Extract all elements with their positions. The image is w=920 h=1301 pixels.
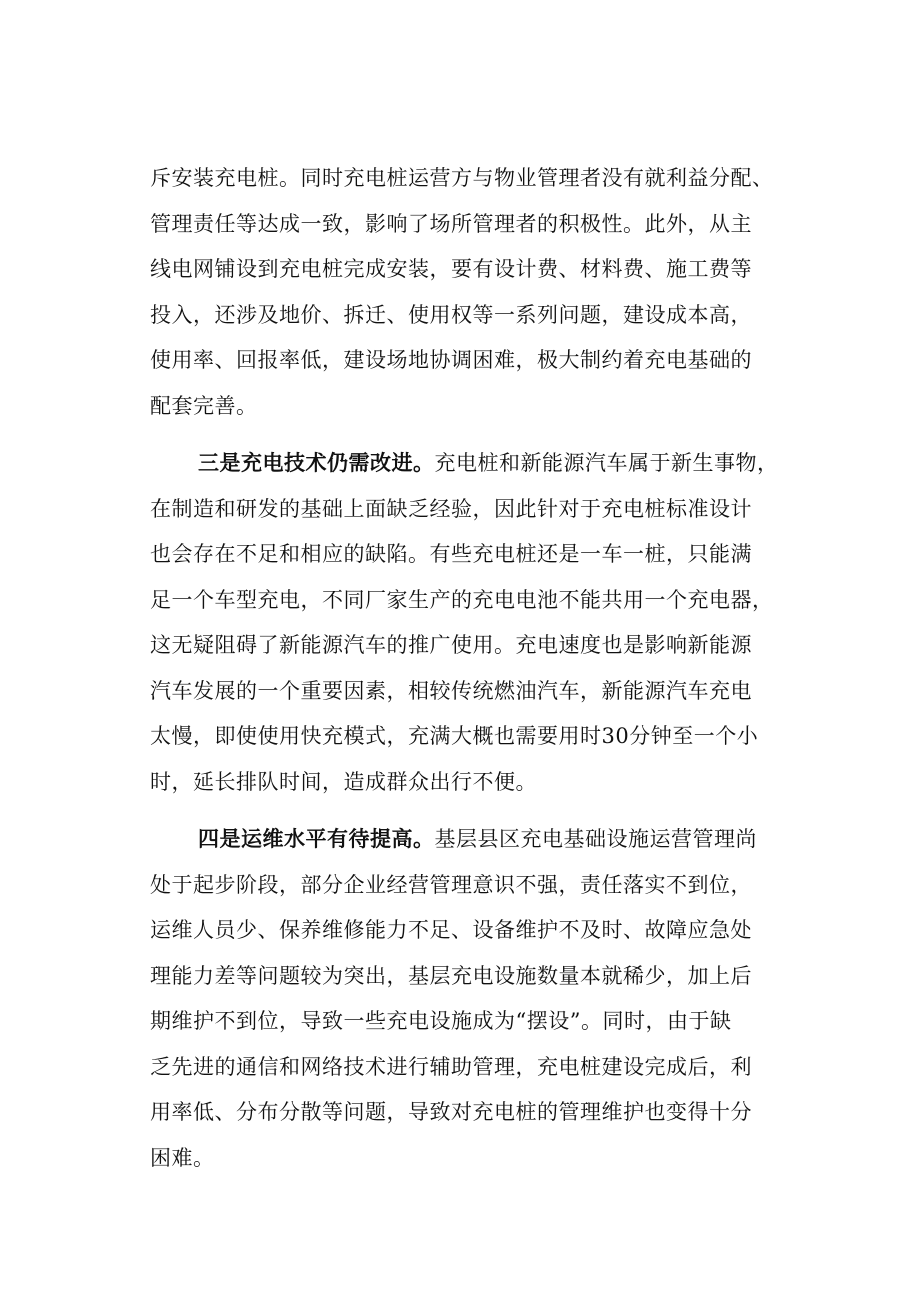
paragraph-1 [150, 156, 800, 429]
text-line: 处于起步阶段，部分企业经营管理意识不强，责任落实不到位， [150, 872, 752, 897]
text-line: 太慢，即使使用快充模式，充满大概也需要用时30分钟至一个小 [150, 724, 759, 748]
paragraph-heading: 三是充电技术仍需改进。 [198, 451, 435, 475]
paragraph-spacer [150, 429, 800, 441]
text-line-first [150, 441, 800, 487]
paragraph-2 [150, 441, 800, 805]
text-line: 时，延长排队时间，造成群众出行不便。 [150, 769, 537, 794]
text-line: 配套完善。 [150, 393, 258, 418]
text-line: 使用率、回报率低，建设场地协调困难，极大制约着充电基础的 [150, 348, 752, 372]
text-line: 足一个车型充电，不同厂家生产的充电电池不能共用一个充电器， [150, 587, 774, 612]
text-line-first [150, 817, 800, 863]
text-line: 线电网铺设到充电桩完成安装，要有设计费、材料费、施工费等 [150, 257, 752, 281]
paragraph-3 [150, 817, 800, 1181]
text-line: 在制造和研发的基础上面缺乏经验，因此针对于充电桩标准设计 [150, 496, 752, 521]
paragraph-first-line-text: 充电桩和新能源汽车属于新生事物， [434, 451, 779, 475]
text-line: 期维护不到位，导致一些充电设施成为“摆设”。同时，由于缺 [150, 1009, 732, 1033]
text-line: 困难。 [150, 1145, 215, 1170]
text-line: 也会存在不足和相应的缺陷。有些充电桩还是一车一桩，只能满 [150, 542, 752, 566]
text-line: 管理责任等达成一致，影响了场所管理者的积极性。此外，从主 [150, 211, 752, 236]
paragraph-heading: 四是运维水平有待提高。 [198, 827, 435, 851]
text-line: 乏先进的通信和网络技术进行辅助管理，充电桩建设完成后，利 [150, 1054, 752, 1079]
text-line: 理能力差等问题较为突出，基层充电设施数量本就稀少，加上后 [150, 963, 752, 988]
paragraph-spacer [150, 805, 800, 817]
text-line: 投入，还涉及地价、拆迁、使用权等一系列问题，建设成本高， [150, 302, 752, 327]
text-line: 汽车发展的一个重要因素，相较传统燃油汽车，新能源汽车充电 [150, 678, 752, 703]
text-line: 运维人员少、保养维修能力不足、设备维护不及时、故障应急处 [150, 918, 752, 942]
text-line: 这无疑阻碍了新能源汽车的推广使用。充电速度也是影响新能源 [150, 633, 752, 657]
text-line: 斥安装充电桩。同时充电桩运营方与物业管理者没有就利益分配、 [150, 166, 774, 190]
paragraph-first-line-text: 基层县区充电基础设施运营管理尚 [434, 827, 757, 851]
text-line: 用率低、分布分散等问题，导致对充电桩的管理维护也变得十分 [150, 1100, 752, 1124]
document-page [150, 156, 800, 1181]
